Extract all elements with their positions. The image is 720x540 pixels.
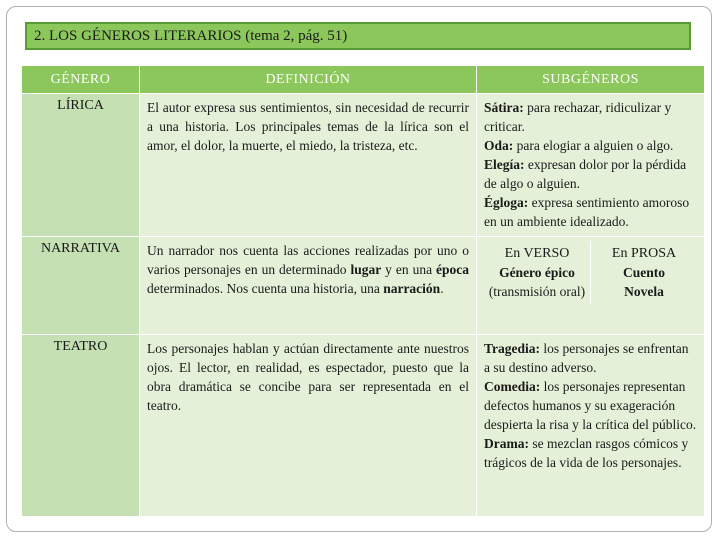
header-definition: DEFINICIÓN [140, 66, 477, 94]
subgenre-oda: Oda: para elogiar a alguien o algo. [484, 138, 674, 153]
subgenre-tragedia: Tragedia: los personajes se enfrentan a su destino adverso. [484, 341, 689, 375]
definition-narrativa: Un narrador nos cuenta las acciones realizadas por uno o varios personajes en un determinado lugar y en una época determinados. Nos cuenta una historia, una narración. [140, 237, 477, 335]
header-genre: GÉNERO [22, 66, 140, 94]
page-title: 2. LOS GÉNEROS LITERARIOS (tema 2, pág. 51) [25, 22, 691, 50]
subgenre-elegia: Elegía: expresan dolor por la pérdida de algo o alguien. [484, 157, 687, 191]
definition-lirica: El autor expresa sus sentimientos, sin necesidad de recurrir a una historia. Los principales temas de la lírica son el amor, el dolor, la muerte, el miedo, la tristeza, etc. [140, 94, 477, 237]
subgenre-satira: Sátira: para rechazar, ridiculizar y criticar. [484, 100, 672, 134]
subgenre-drama: Drama: se mezclan rasgos cómicos y trágicos de la vida de los personajes. [484, 436, 689, 470]
genre-teatro: TEATRO [22, 335, 140, 517]
definition-teatro: Los personajes hablan y actúan directamente ante nuestros ojos. El lector, en realidad, es espectador, puesto que la obra dramática se concibe para ser representada en el teatro. [140, 335, 477, 517]
header-subgenres: SUBGÉNEROS [477, 66, 705, 94]
subgenre-prosa: En PROSA Cuento Novela [590, 241, 697, 304]
subgenres-teatro [477, 335, 705, 517]
genre-lirica: LÍRICA [22, 94, 140, 237]
subgenre-egloga: Égloga: expresa sentimiento amoroso en un ambiente idealizado. [484, 195, 690, 229]
subgenres-narrativa [477, 237, 705, 335]
table-row-teatro [22, 335, 705, 517]
subgenre-comedia: Comedia: los personajes representan defectos humanos y su exageración despierta la risa y la crítica del público. [484, 379, 697, 432]
subgenres-lirica [477, 94, 705, 237]
subgenre-verso: En VERSO Género épico (transmisión oral) [488, 246, 586, 299]
table-row-narrativa [22, 237, 705, 335]
table-row-lirica [22, 94, 705, 237]
genres-table [21, 65, 705, 517]
genre-narrativa: NARRATIVA [22, 237, 140, 335]
header-row [22, 66, 705, 94]
